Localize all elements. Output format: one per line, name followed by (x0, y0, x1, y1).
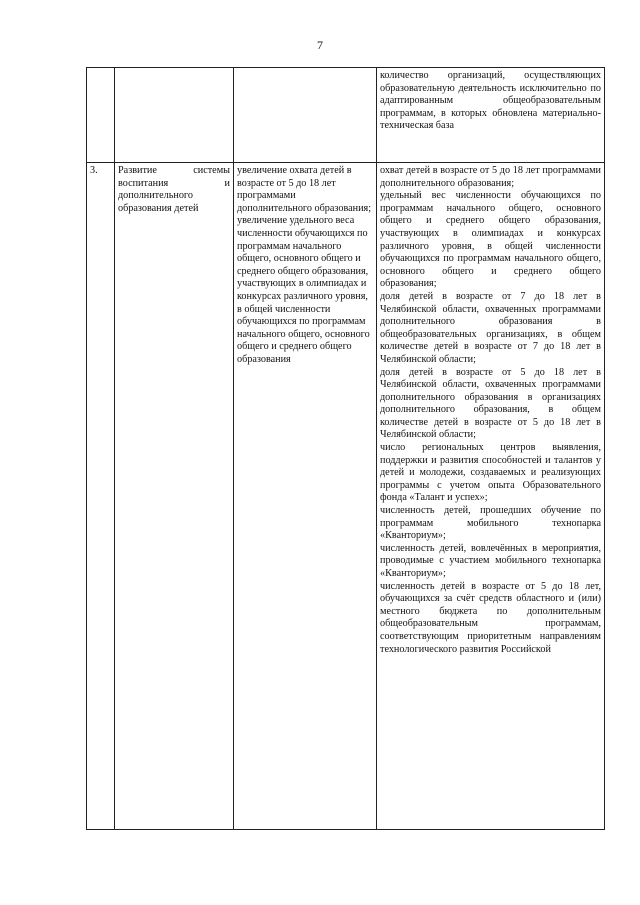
page-number: 7 (317, 38, 323, 52)
cell-indicator-text: количество организаций, осуществляющих образовательную деятельность исключительно по адаптированным общеобразовательным программам, в которых обновлена материально-техническая база (377, 68, 605, 163)
cell-row-number: 3. (87, 163, 115, 830)
cell-task: Развитие системы воспитания и дополнительного образования детей (115, 163, 234, 830)
cell-result-empty (234, 68, 377, 163)
indicator-item: численность детей, прошедших обучение по программам мобильного технопарка «Кванториум»; (380, 505, 601, 542)
indicator-item: доля детей в возрасте от 7 до 18 лет в Челябинской области, охваченных программами дополнительного образования в общеобразовательных организациях, в общем количестве детей в возрасте от 7 до 18 лет в Челябинской области; (380, 290, 601, 365)
indicator-item: число региональных центров выявления, поддержки и развития способностей и талантов у детей и молодежи, создаваемых и реализующих программы с учетом опыта Образовательного фонда «Талант и успех»; (380, 442, 601, 504)
cell-result: увеличение охвата детей в возрасте от 5 до 18 лет программами дополнительного образования; увеличение удельного веса численности обучающихся по программам начального общего, основного общего и среднего общего образования, участвующих в олимпиадах и конкурсах различного уровня, в общей численности обучающихся по программам начального общего, основного общего и среднего общего образования (234, 163, 377, 830)
cell-task-empty (115, 68, 234, 163)
table-row (87, 163, 605, 830)
cell-number-empty (87, 68, 115, 163)
indicator-item: охват детей в возрасте от 5 до 18 лет программами дополнительного образования; (380, 165, 601, 189)
cell-indicators (377, 163, 605, 830)
indicator-item: численность детей в возрасте от 5 до 18 лет, обучающихся за счёт средств областного и (или) местного бюджета по дополнительным общеобразовательным программам, соответствующим приоритетным направлениям технологического развития Российской (380, 580, 601, 655)
indicator-item: численность детей, вовлечённых в мероприятия, проводимые с участием мобильного технопарка «Кванториум»; (380, 542, 601, 579)
document-table (86, 67, 605, 830)
indicator-item: удельный вес численности обучающихся по программам начального общего, основного общего и среднего общего образования, участвующих в олимпиадах и конкурсах различного уровня, в общей численности обучающихся по программам начального общего, основного общего и среднего общего образования; (380, 190, 601, 290)
indicator-item: доля детей в возрасте от 5 до 18 лет в Челябинской области, охваченных программами дополнительного образования в организациях дополнительного образования, в общем количестве детей в возрасте от 5 до 18 лет в Челябинской области; (380, 366, 601, 441)
table-row (87, 68, 605, 163)
